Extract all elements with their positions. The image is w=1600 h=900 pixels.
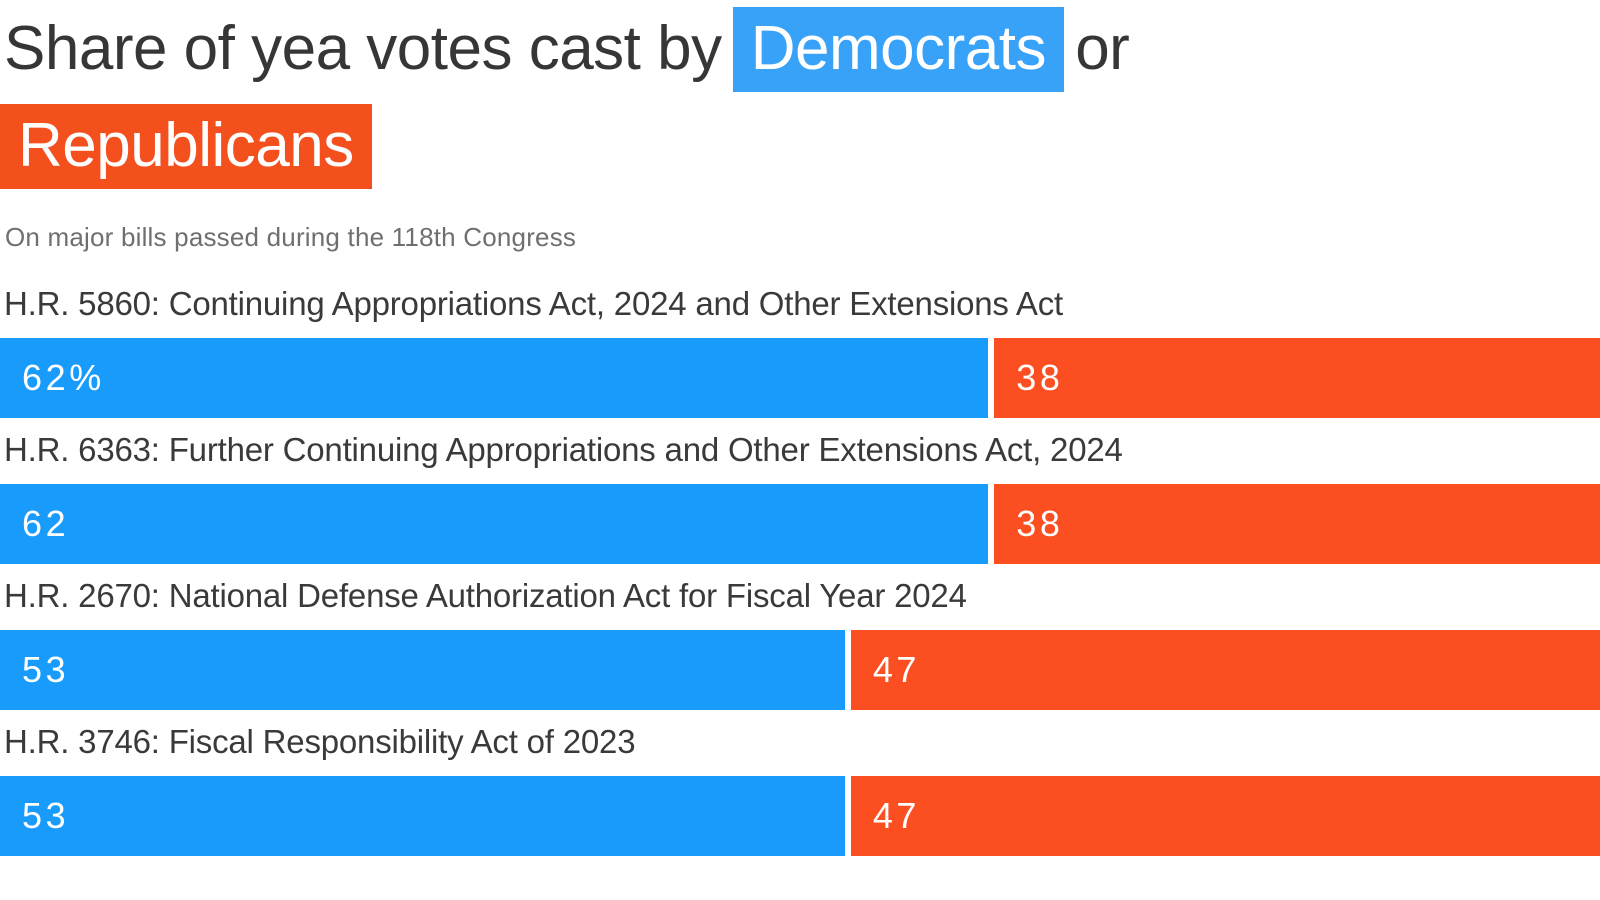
chart-title-line-2	[4, 97, 1600, 194]
stacked-bar	[0, 776, 1600, 856]
bar-row	[0, 722, 1600, 856]
republican-segment	[994, 484, 1600, 564]
bill-title: H.R. 3746: Fiscal Responsibility Act of 2023	[4, 723, 636, 760]
democrat-segment	[0, 484, 988, 564]
bar-row	[0, 430, 1600, 564]
bars-list	[0, 284, 1600, 856]
republican-segment	[851, 776, 1600, 856]
chart-title-line-1	[4, 0, 1600, 97]
republicans-highlight: Republicans	[0, 104, 372, 189]
republican-segment	[994, 338, 1600, 418]
bill-title: H.R. 6363: Further Continuing Appropriations and Other Extensions Act, 2024	[4, 431, 1123, 468]
chart-subtitle: On major bills passed during the 118th Congress	[5, 222, 577, 252]
bar-row	[0, 576, 1600, 710]
stacked-bar	[0, 338, 1600, 418]
republican-value: 47	[872, 795, 921, 836]
stacked-bar	[0, 630, 1600, 710]
democrat-segment	[0, 776, 845, 856]
republican-value: 38	[1016, 357, 1064, 398]
republican-segment	[851, 630, 1600, 710]
republican-value: 38	[1016, 503, 1064, 544]
democrats-highlight: Democrats	[733, 7, 1064, 92]
bill-title: H.R. 2670: National Defense Authorization Act for Fiscal Year 2024	[4, 577, 967, 614]
democrat-value: 53	[22, 795, 70, 836]
bar-row	[0, 284, 1600, 418]
title-prefix: Share of yea votes cast by	[4, 14, 722, 83]
democrat-value: 62	[22, 503, 70, 544]
democrat-value: 62%	[22, 357, 105, 398]
democrat-segment	[0, 338, 988, 418]
democrat-segment	[0, 630, 845, 710]
stacked-bar	[0, 484, 1600, 564]
democrat-value: 53	[22, 649, 70, 690]
bill-title: H.R. 5860: Continuing Appropriations Act, 2024 and Other Extensions Act	[4, 285, 1063, 322]
title-conjunction: or	[1075, 14, 1130, 83]
chart-title	[0, 0, 1600, 194]
republican-value: 47	[872, 649, 921, 690]
